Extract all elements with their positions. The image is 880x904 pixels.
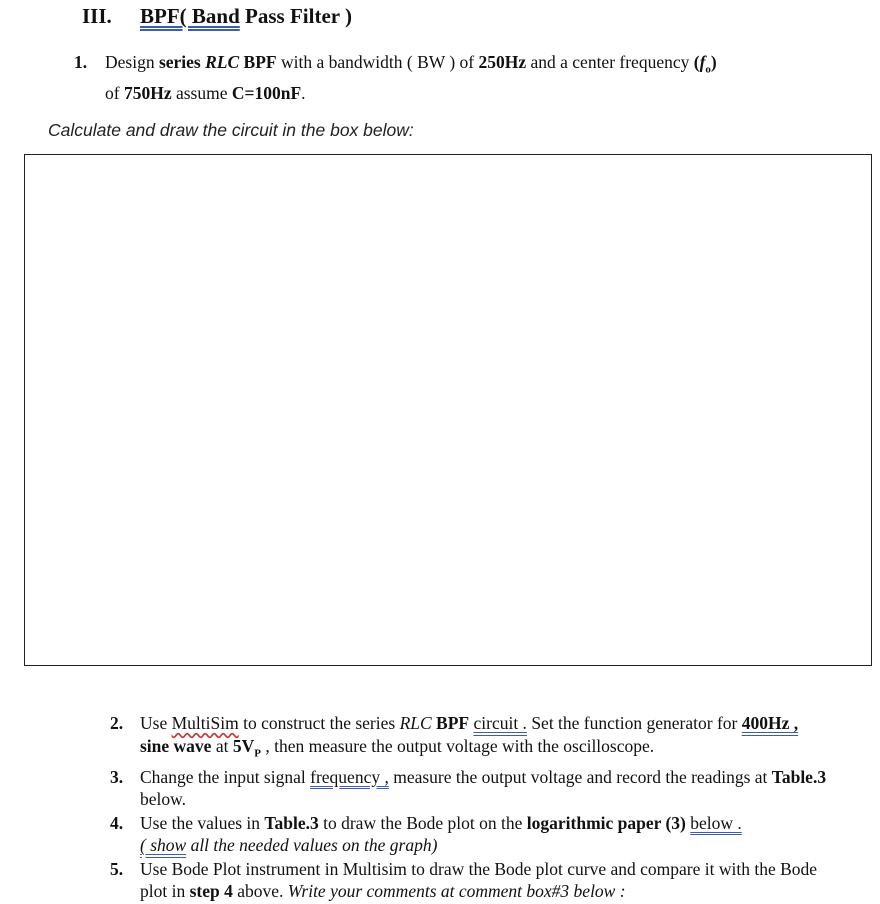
text-run: Table.3 — [264, 812, 319, 833]
circuit-answer-box[interactable] — [24, 154, 872, 666]
section-number: III. — [82, 4, 112, 28]
text-run: P — [254, 747, 261, 759]
text-run: of — [105, 82, 124, 103]
step-5 — [110, 858, 830, 903]
text-run: o — [705, 63, 711, 76]
design-task — [74, 51, 834, 105]
text-run: logarithmic paper (3) — [526, 812, 686, 833]
text-run: BPF — [239, 52, 277, 72]
text-run: below. — [140, 789, 187, 809]
text-run: ( — [693, 52, 700, 72]
text-run: ( show — [140, 835, 187, 855]
text-run: Use — [140, 713, 172, 733]
text-run: Change the input signal — [140, 766, 311, 787]
steps-list — [110, 712, 830, 904]
text-run: and a center frequency — [526, 52, 694, 72]
step-number: 5. — [110, 858, 124, 879]
design-task-text — [105, 51, 834, 105]
text-run: at — [211, 735, 233, 756]
text-run: 5V — [232, 735, 255, 756]
text-run: MultiSim — [171, 713, 239, 733]
text-run: C=100nF — [231, 82, 302, 103]
text-run: measure the output voltage and record the readings at — [388, 766, 772, 787]
text-run: , then measure the output voltage with the oscilloscope. — [260, 735, 655, 756]
section-title-rest: Pass Filter ) — [239, 4, 352, 28]
step-2 — [110, 712, 830, 765]
text-run: Write your comments at comment box#3 below : — [287, 881, 626, 901]
text-run: 250Hz — [478, 52, 527, 72]
section-title-underlined: BPF( Band — [140, 4, 240, 28]
text-run: RLC — [399, 713, 432, 733]
text-run: sine wave — [140, 735, 212, 756]
item-number: 1. — [74, 52, 88, 72]
text-run: Use the values in — [140, 812, 265, 833]
text-run: above. — [232, 881, 288, 901]
text-run: ) — [710, 52, 717, 72]
step-number: 4. — [110, 812, 124, 833]
text-run: frequency , — [310, 766, 389, 787]
step-number: 3. — [110, 766, 124, 787]
text-run: circuit . — [473, 713, 527, 733]
text-run: to draw the Bode plot on the — [318, 812, 527, 833]
step-3 — [110, 766, 830, 811]
text-run: to construct the series — [238, 713, 400, 733]
text-run: step 4 — [189, 881, 233, 901]
text-run: below . — [690, 812, 742, 833]
step-4 — [110, 812, 830, 857]
text-run: 750Hz — [123, 82, 172, 103]
section-heading — [82, 4, 352, 29]
text-run: with a bandwidth ( BW ) of — [276, 52, 479, 72]
text-run: Set the function generator for — [526, 713, 742, 733]
text-run: Table.3 — [771, 766, 827, 787]
text-run: BPF — [436, 713, 470, 733]
text-run: 400Hz , — [741, 713, 799, 733]
text-run: all the needed values on the graph) — [186, 835, 438, 855]
text-run: assume — [171, 82, 232, 103]
text-run: Use Bode Plot instrument in Multisim to draw the Bode plot curve and compare it with the Bode plot in — [140, 858, 818, 901]
text-run: series — [158, 52, 206, 72]
text-run: f — [699, 52, 706, 72]
text-run: . — [301, 82, 306, 103]
step-number: 2. — [110, 713, 124, 733]
text-run: RLC — [205, 52, 240, 72]
text-run: Design — [105, 52, 159, 72]
instruction-text: Calculate and draw the circuit in the box below: — [48, 120, 414, 140]
